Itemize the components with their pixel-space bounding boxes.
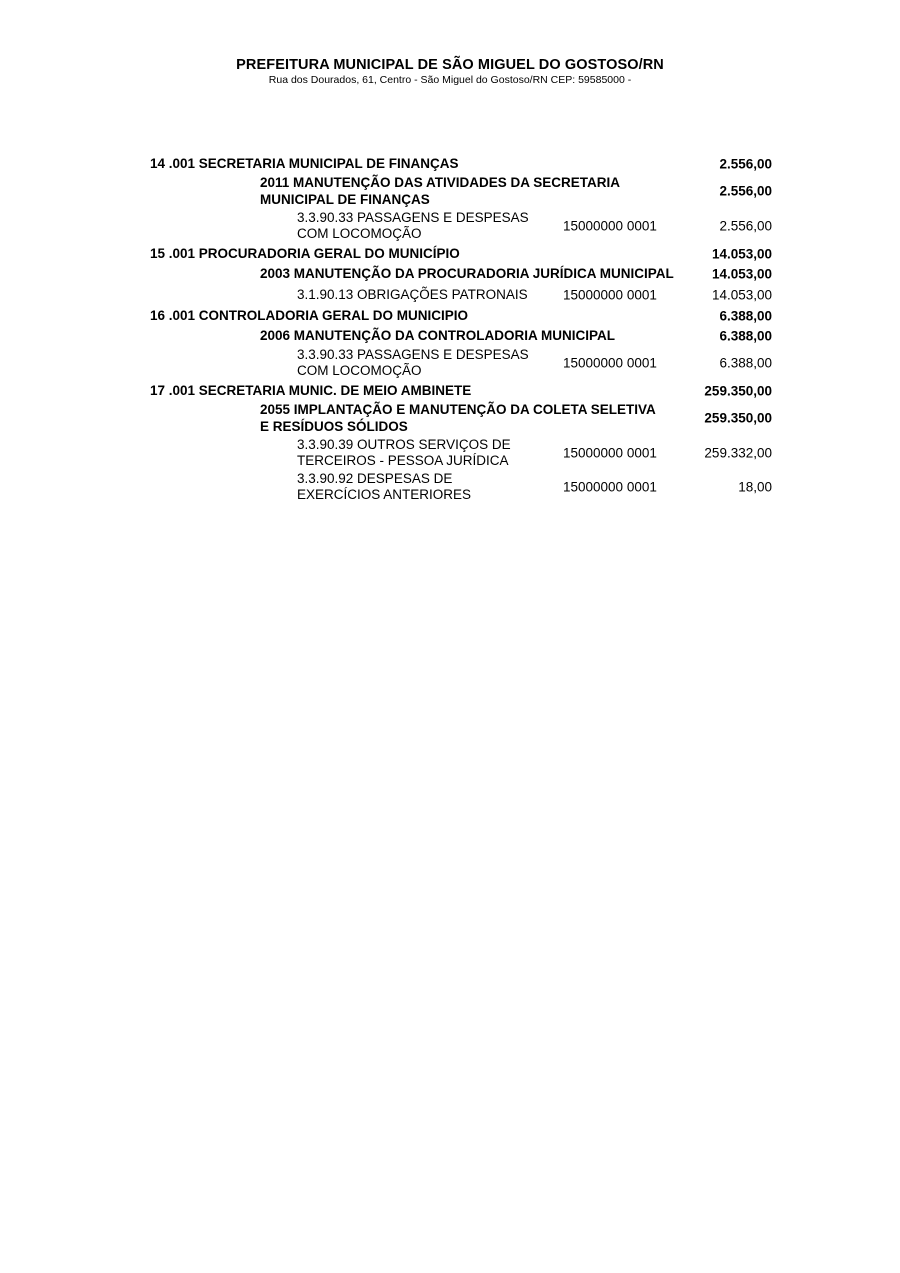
budget-table <box>150 154 772 505</box>
resource-source: 15000000 0001 <box>563 218 657 234</box>
org-unit-row <box>150 306 772 325</box>
action-amount: 6.388,00 <box>719 328 772 343</box>
action-label: 2003 MANUTENÇÃO DA PROCURADORIA JURÍDICA MUNICIPAL <box>260 266 674 281</box>
expense-item-label: 3.3.90.33 PASSAGENS E DESPESAS COM LOCOMOÇÃO <box>297 210 529 241</box>
document-header <box>0 56 900 87</box>
action-amount: 259.350,00 <box>704 410 772 426</box>
org-unit-amount: 259.350,00 <box>704 383 772 398</box>
org-unit-amount: 6.388,00 <box>719 308 772 323</box>
expense-item-row <box>150 471 772 503</box>
action-label: 2055 IMPLANTAÇÃO E MANUTENÇÃO DA COLETA SELETIVA E RESÍDUOS SÓLIDOS <box>260 402 656 434</box>
expense-item-row <box>150 210 772 242</box>
org-unit-row <box>150 381 772 400</box>
org-unit-label: 17 .001 SECRETARIA MUNIC. DE MEIO AMBINETE <box>150 383 472 398</box>
resource-source: 15000000 0001 <box>563 287 657 302</box>
action-label: 2011 MANUTENÇÃO DAS ATIVIDADES DA SECRETARIA MUNICIPAL DE FINANÇAS <box>260 175 620 207</box>
expense-item-amount: 6.388,00 <box>719 355 772 371</box>
expense-item-label: 3.3.90.39 OUTROS SERVIÇOS DE TERCEIROS - PESSOA JURÍDICA <box>297 437 511 468</box>
org-unit-row <box>150 244 772 263</box>
expense-item-amount: 259.332,00 <box>704 445 772 461</box>
resource-source: 15000000 0001 <box>563 445 657 461</box>
municipality-address: Rua dos Dourados, 61, Centro - São Miguel do Gostoso/RN CEP: 59585000 - <box>268 74 632 86</box>
expense-item-label: 3.3.90.92 DESPESAS DE EXERCÍCIOS ANTERIORES <box>297 471 472 502</box>
org-unit-amount: 2.556,00 <box>719 156 772 171</box>
action-row <box>150 401 772 435</box>
action-row <box>150 264 772 283</box>
resource-source: 15000000 0001 <box>563 355 657 371</box>
expense-item-row <box>150 347 772 379</box>
org-unit-label: 15 .001 PROCURADORIA GERAL DO MUNICÍPIO <box>150 246 460 261</box>
action-amount: 2.556,00 <box>719 183 772 199</box>
org-unit-amount: 14.053,00 <box>711 246 772 261</box>
action-amount: 14.053,00 <box>711 266 772 281</box>
municipality-title: PREFEITURA MUNICIPAL DE SÃO MIGUEL DO GOSTOSO/RN <box>236 57 664 73</box>
expense-item-row <box>150 285 772 304</box>
resource-source: 15000000 0001 <box>563 479 657 495</box>
action-row <box>150 326 772 345</box>
action-label: 2006 MANUTENÇÃO DA CONTROLADORIA MUNICIPAL <box>260 328 616 343</box>
expense-item-row <box>150 437 772 469</box>
expense-item-amount: 2.556,00 <box>719 218 772 234</box>
expense-item-amount: 18,00 <box>738 479 772 495</box>
org-unit-label: 14 .001 SECRETARIA MUNICIPAL DE FINANÇAS <box>150 156 459 171</box>
expense-item-label: 3.1.90.13 OBRIGAÇÕES PATRONAIS <box>297 286 528 302</box>
expense-item-label: 3.3.90.33 PASSAGENS E DESPESAS COM LOCOMOÇÃO <box>297 347 529 378</box>
action-row <box>150 174 772 208</box>
org-unit-row <box>150 154 772 173</box>
org-unit-label: 16 .001 CONTROLADORIA GERAL DO MUNICIPIO <box>150 308 469 323</box>
expense-item-amount: 14.053,00 <box>711 287 772 302</box>
